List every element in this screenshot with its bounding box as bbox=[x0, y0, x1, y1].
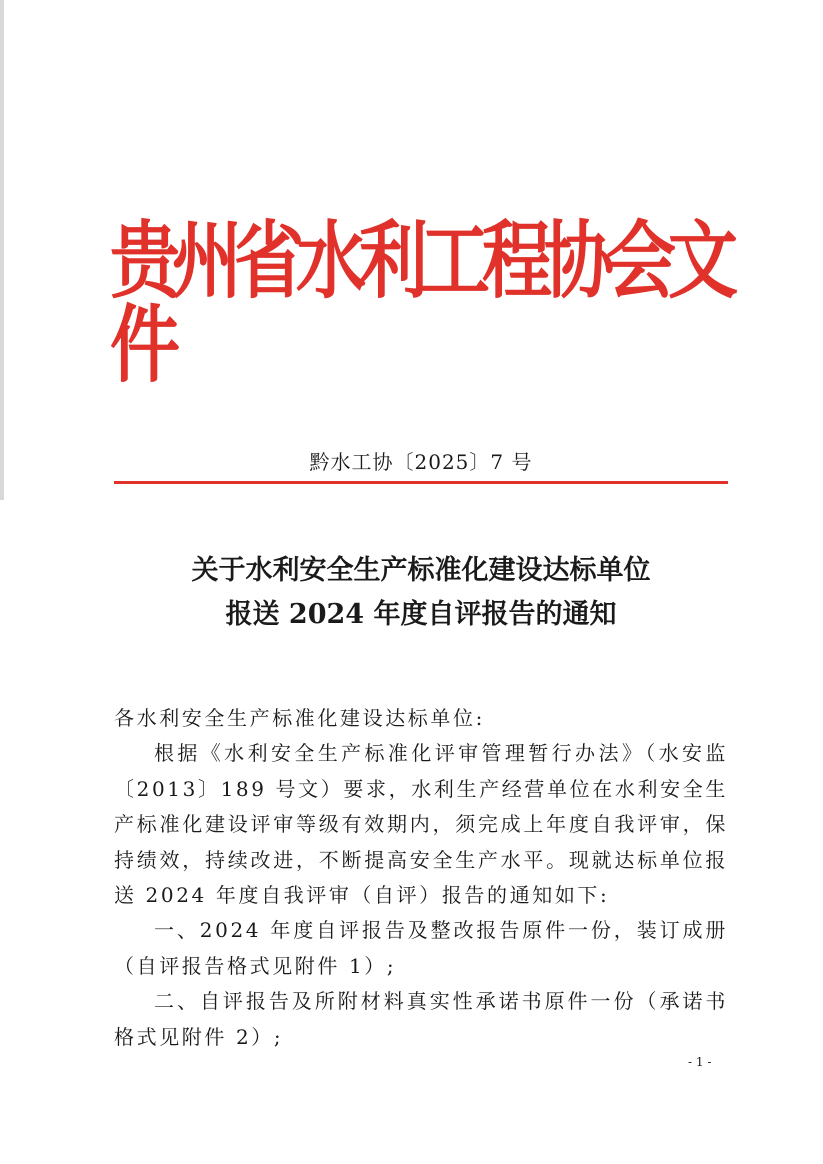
red-divider-line bbox=[114, 481, 728, 484]
scan-edge-mark bbox=[0, 0, 4, 500]
requirement-item-2: 二、自评报告及所附材料真实性承诺书原件一份（承诺书格式见附件 2）; bbox=[114, 989, 728, 1049]
body-paragraph-1: 根据《水利安全生产标准化评审管理暂行办法》（水安监〔2013〕189 号文）要求，水利生产经营单位在水利安全生产标准化建设评审等级有效期内，须完成上年度自我评审，保持绩效，持续改进，不断提高安全生产水平。现就达标单位报送 2024 年度自我评审（自评）报告的通知如下: bbox=[114, 741, 728, 908]
notice-subject bbox=[114, 549, 728, 637]
subject-line-2: 报送 2024 年度自评报告的通知 bbox=[225, 599, 617, 630]
issuer-header-title: 贵州省水利工程协会文件 bbox=[110, 211, 730, 395]
salutation: 各水利安全生产标准化建设达标单位: bbox=[114, 706, 485, 730]
page-number: - 1 - bbox=[688, 1055, 712, 1069]
subject-line-1: 关于水利安全生产标准化建设达标单位 bbox=[191, 555, 651, 586]
document-number: 黔水工协〔2025〕7 号 bbox=[309, 450, 533, 474]
notice-body bbox=[114, 701, 728, 1055]
requirement-item-1: 一、2024 年度自评报告及整改报告原件一份，装订成册（自评报告格式见附件 1）; bbox=[114, 918, 728, 978]
